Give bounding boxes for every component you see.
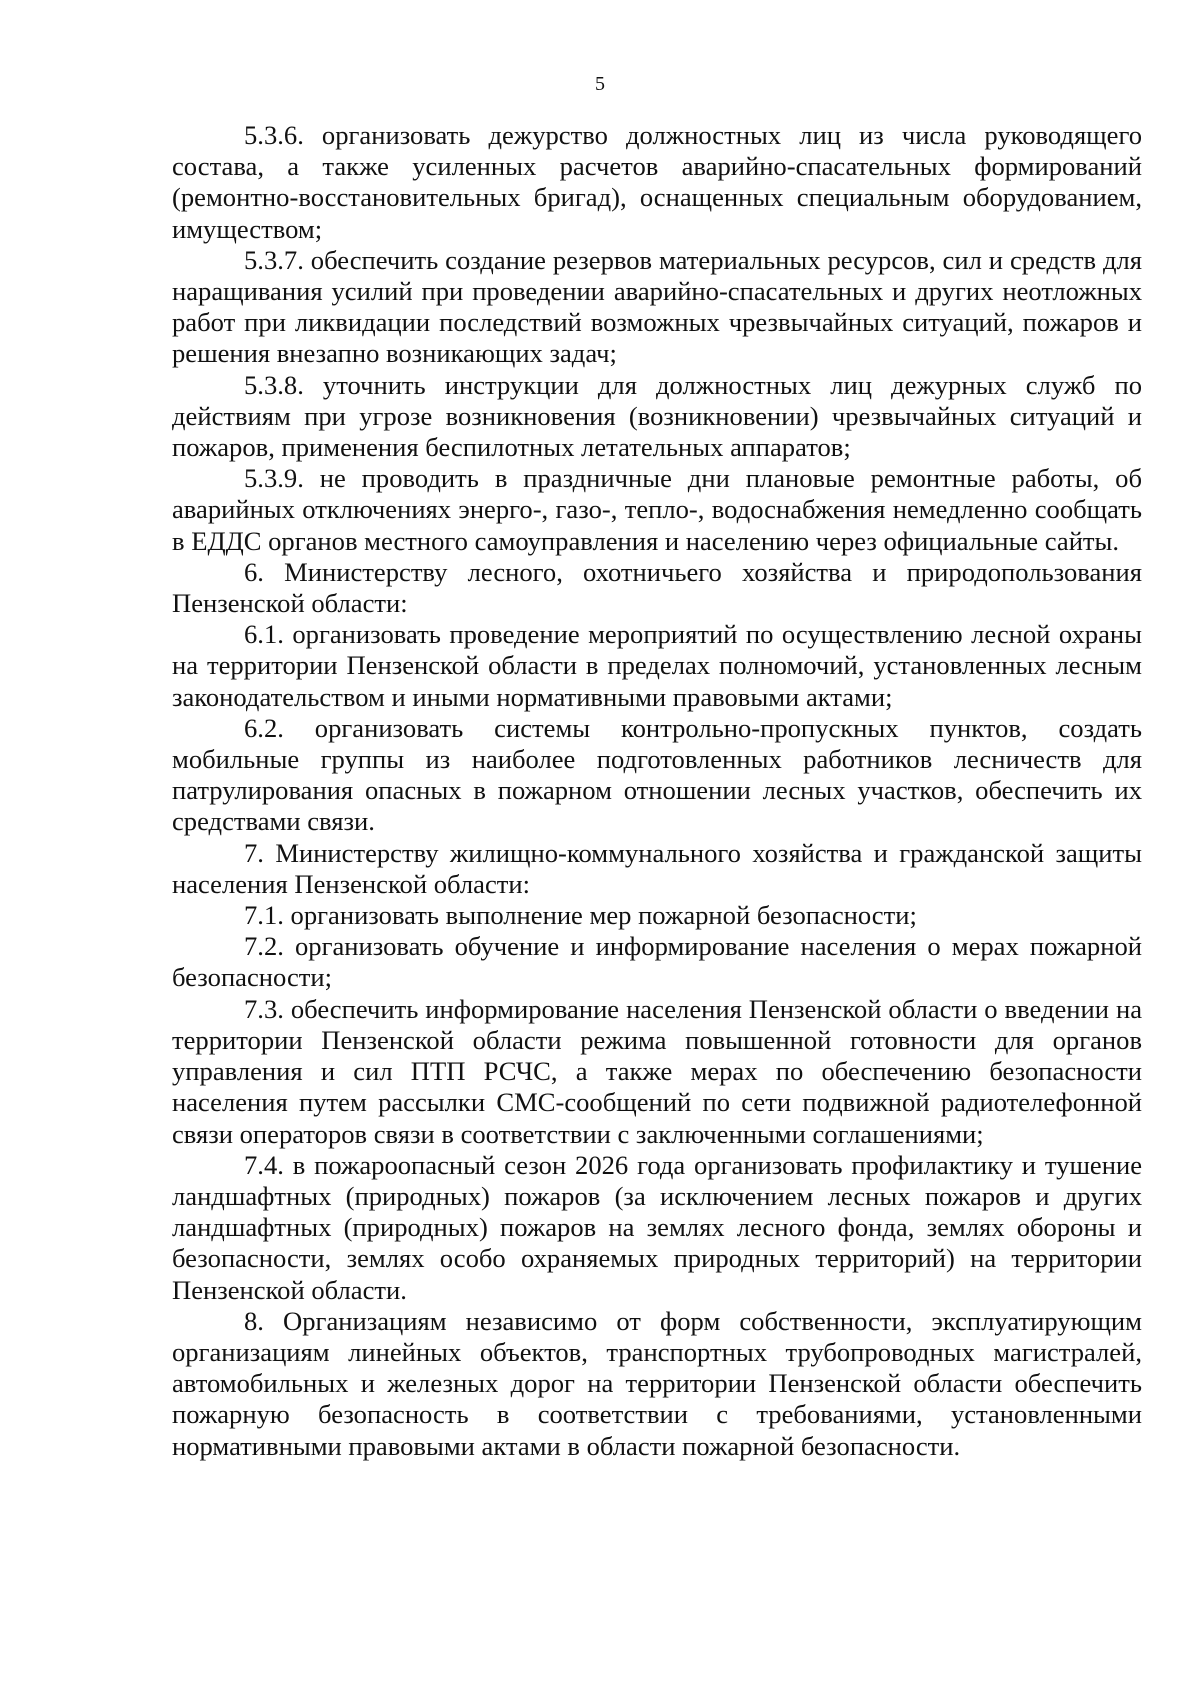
document-body: [172, 120, 1142, 1462]
paragraph-7-2: 7.2. организовать обучение и информирование населения о мерах пожарной безопасности;: [172, 931, 1142, 993]
paragraph-7-3: 7.3. обеспечить информирование населения Пензенской области о введении на территории Пензенской области режима повышенной готовности для органов управления и сил ПТП РСЧС, а также мерах по обеспечению безопасности населения путем рассылки СМС-сообщений по сети подвижной радиотелефонной связи операторов связи в соответствии с заключенными соглашениями;: [172, 993, 1142, 1149]
paragraph-7-1: 7.1. организовать выполнение мер пожарной безопасности;: [244, 900, 917, 931]
paragraph-5-3-8: 5.3.8. уточнить инструкции для должностных лиц дежурных служб по действиям при угрозе возникновения (возникновении) чрезвычайных ситуаций и пожаров, применения беспилотных летательных аппаратов;: [172, 369, 1142, 463]
paragraph-6-2: 6.2. организовать системы контрольно-пропускных пунктов, создать мобильные группы из наиболее подготовленных работников лесничеств для патрулирования опасных в пожарном отношении лесных участков, обеспечить их средствами связи.: [172, 712, 1142, 837]
paragraph-7-4: 7.4. в пожароопасный сезон 2026 года организовать профилактику и тушение ландшафтных (природных) пожаров (за исключением лесных пожаров и других ландшафтных (природных) пожаров на землях лесного фонда, землях обороны и безопасности, землях особо охраняемых природных территорий) на территории Пензенской области.: [172, 1149, 1142, 1305]
paragraph-5-3-7: 5.3.7. обеспечить создание резервов материальных ресурсов, сил и средств для наращивания усилий при проведении аварийно-спасательных и других неотложных работ при ликвидации последствий возможных чрезвычайных ситуаций, пожаров и решения внезапно возникающих задач;: [172, 244, 1142, 369]
paragraph-6: 6. Министерству лесного, охотничьего хозяйства и природопользования Пензенской области:: [172, 556, 1142, 619]
paragraph-6-1: 6.1. организовать проведение мероприятий по осуществлению лесной охраны на территории Пензенской области в пределах полномочий, установленных лесным законодательством и иными нормативными правовыми актами;: [172, 619, 1142, 712]
page-number: 5: [595, 73, 605, 95]
paragraph-8: 8. Организациям независимо от форм собственности, эксплуатирующим организациям линейных объектов, транспортных трубопроводных магистралей, автомобильных и железных дорог на территории Пензенской области обеспечить пожарную безопасность в соответствии с требованиями, установленными нормативными правовыми актами в области пожарной безопасности.: [172, 1305, 1142, 1461]
paragraph-7: 7. Министерству жилищно-коммунального хозяйства и гражданской защиты населения Пензенской области:: [172, 837, 1142, 899]
paragraph-5-3-9: 5.3.9. не проводить в праздничные дни плановые ремонтные работы, об аварийных отключениях энерго-, газо-, тепло-, водоснабжения немедленно сообщать в ЕДДС органов местного самоуправления и населению через официальные сайты.: [172, 463, 1142, 556]
paragraph-5-3-6: 5.3.6. организовать дежурство должностных лиц из числа руководящего состава, а также усиленных расчетов аварийно-спасательных формирований (ремонтно-восстановительных бригад), оснащенных специальным оборудованием, имуществом;: [172, 120, 1142, 244]
